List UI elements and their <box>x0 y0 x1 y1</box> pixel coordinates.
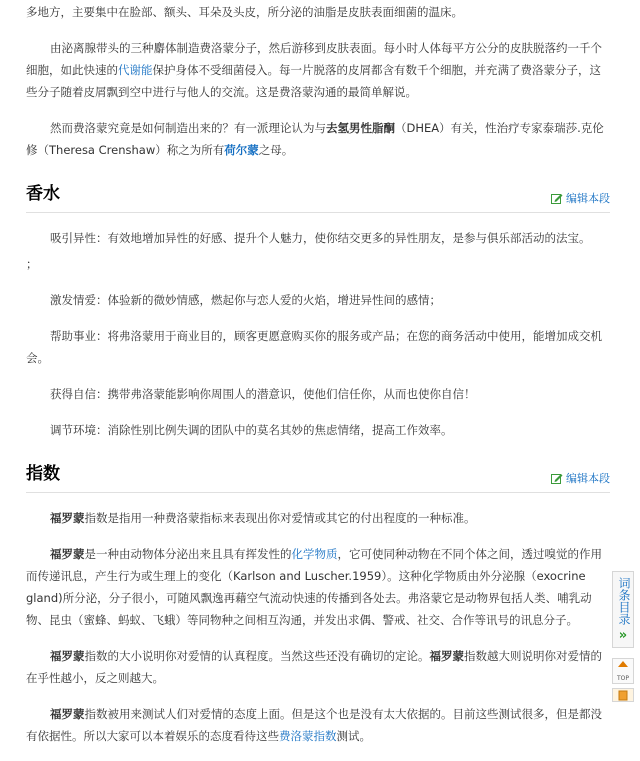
pheromone-index-link[interactable]: 费洛蒙指数 <box>279 729 337 743</box>
dhea-term: 去氢男性脂酮 <box>326 121 395 135</box>
index-paragraph-1 <box>26 507 610 529</box>
edit-section-index-link[interactable] <box>551 470 610 486</box>
perfume-item-career: 帮助事业：将弗洛蒙用于商业目的，顾客更愿意购买你的服务或产品；在您的商务活动中使用，能增加成交机会。 <box>26 329 602 365</box>
perfume-item-separator: ； <box>26 257 38 271</box>
fuluomeng-term: 福罗蒙 <box>50 511 85 525</box>
intro-paragraph-2 <box>26 37 610 103</box>
up-arrow-icon <box>613 659 633 673</box>
edit-icon <box>551 473 563 484</box>
back-to-top-button[interactable] <box>612 658 634 684</box>
section-header-perfume <box>26 181 610 213</box>
index-paragraph-4 <box>26 703 610 747</box>
toc-side-button[interactable] <box>612 571 634 648</box>
intro-paragraph-1 <box>26 1 610 23</box>
index-paragraph-3 <box>26 645 610 689</box>
section-header-index <box>26 461 610 493</box>
intro-text: 多地方，主要集中在脸部、额头、耳朵及头皮，所分泌的油脂是皮肤表面细菌的温床。 <box>26 5 463 19</box>
intro-text: 由泌离腺带头的三种麝体制造费洛蒙分子，然后游移到皮肤表面。每小时人体每平方公分的皮肤脱落约一千个细胞，如此快速的 <box>26 41 602 77</box>
metabolism-link[interactable]: 代谢能 <box>118 63 153 77</box>
fuluomeng-term: 福罗蒙 <box>429 649 464 663</box>
top-label: TOP <box>616 675 629 682</box>
fuluomeng-term: 福罗蒙 <box>50 547 85 561</box>
intro-text: 然而费洛蒙究竟是如何制造出来的？有一派理论认为与 <box>50 121 326 135</box>
intro-text: 保护身体不受细菌侵入。每一片脱落的皮屑都含有数千个细胞，并充满了费洛蒙分子，这些分子随着皮屑飘到空中进行与他人的交流。这是费洛蒙沟通的最简单解说。 <box>26 63 601 99</box>
index-text: 指数是指用一种费洛蒙指标来表现出你对爱情或其它的付出程度的一种标准。 <box>84 511 476 525</box>
perfume-item-attract: 吸引异性：有效地增加异性的好感、提升个人魅力，使你结交更多的异性朋友，是参与俱乐部活动的法宝。 <box>50 231 591 245</box>
fuluomeng-term: 福罗蒙 <box>50 707 85 721</box>
perfume-item-environment: 调节环境：消除性别比例失调的团队中的莫名其妙的焦虑情绪，提高工作效率。 <box>50 423 453 437</box>
perfume-item-passion: 激发情爱：体验新的微妙情感，燃起你与恋人爱的火焰，增进异性间的感情； <box>50 293 441 307</box>
intro-text: 之母。 <box>258 143 294 157</box>
hormone-link[interactable]: 荷尔蒙 <box>224 143 259 157</box>
section-title-perfume: 香水 <box>26 184 60 204</box>
edit-icon <box>551 193 563 204</box>
index-text: 是一种由动物体分泌出来且具有挥发性的 <box>84 547 292 561</box>
document-icon <box>613 689 633 701</box>
index-text: 测试。 <box>336 729 371 743</box>
edit-section-label: 编辑本段 <box>566 192 610 205</box>
index-paragraph-2 <box>26 543 610 631</box>
toc-label: 词条目录 <box>617 577 631 625</box>
fuluomeng-term: 福罗蒙 <box>50 649 85 663</box>
feedback-button[interactable] <box>612 688 634 702</box>
perfume-item-confidence: 获得自信：携带弗洛蒙能影响你周围人的潜意识，使他们信任你，从而也使你自信！ <box>50 387 476 401</box>
index-text: 指数被用来测试人们对爱情的态度上面。但是这个也是没有太大依据的。目前这些测试很多，但是都没有依据性。所以大家可以本着娱乐的态度看待这些 <box>26 707 602 743</box>
expand-arrow-icon: » <box>618 628 628 643</box>
intro-text: （DHEA）有关，性治疗专家泰瑞莎.克伦修（Theresa Crenshaw）称之为所有 <box>26 121 604 157</box>
index-text: 指数的大小说明你对爱情的认真程度。当然这些还没有确切的定论。 <box>84 649 430 663</box>
intro-paragraph-3 <box>26 117 610 161</box>
section-title-index: 指数 <box>26 464 60 484</box>
edit-section-perfume-link[interactable] <box>551 190 610 206</box>
index-text: ，它可使同种动物在不同个体之间，透过嗅觉的作用而传递讯息，产生行为或生理上的变化（Karlson and Luscher.1959）。这种化学物质由外分泌腺（exocrine gland)所分泌，分子很小，可随风飘逸再藉空气流动快速的传播到各处去。弗洛蒙它是动物界包括人类、哺乳动物、昆虫（蜜蜂、蚂蚁、飞蛾）等同物种之间相互沟通，并发出求偶、警戒、社交、合作等讯号的讯息分子。 <box>26 547 602 627</box>
edit-section-label: 编辑本段 <box>566 472 610 485</box>
index-text: 指数越大则说明你对爱情的在乎性越小，反之则越大。 <box>26 649 602 685</box>
chemical-substance-link[interactable]: 化学物质 <box>291 547 338 561</box>
